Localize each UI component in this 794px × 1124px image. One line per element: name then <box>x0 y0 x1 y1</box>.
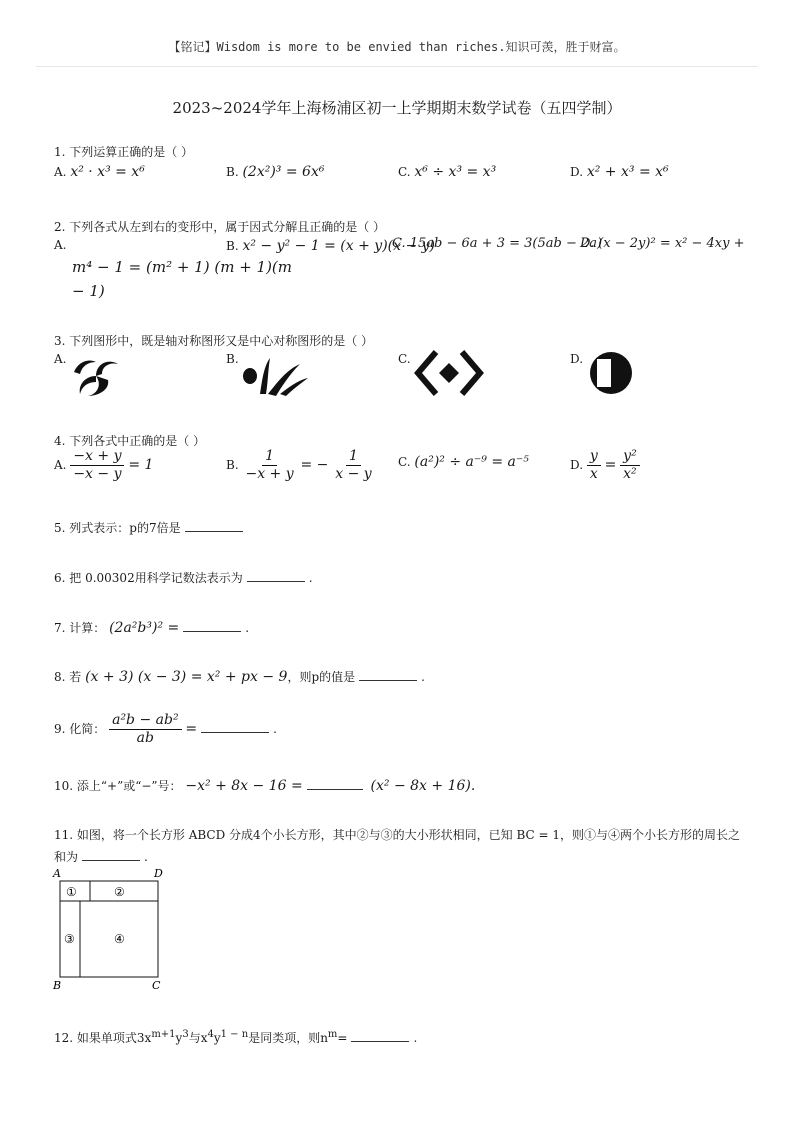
q4-d-mid: = <box>604 457 617 473</box>
q12 <box>54 1029 417 1046</box>
q1-d-label: D. <box>570 165 584 179</box>
q7-expr: (2a²b³)² = <box>109 620 180 636</box>
label-region-1: ① <box>66 885 77 899</box>
q1-d-expr: x² + x³ = x⁶ <box>586 164 669 180</box>
q12-eq: = <box>337 1031 348 1045</box>
q9-fraction <box>109 712 181 747</box>
q11-line1: 11. 如图，将一个长方形 ABCD 分成4个小长方形，其中②与③的大小形状相同，已知 BC = 1，则①与④两个小长方形的周长之 <box>54 828 741 842</box>
q4-b-label: B. <box>226 458 239 472</box>
q4-b-num2: 1 <box>346 448 361 466</box>
q12-sup1: m+1 <box>151 1029 176 1040</box>
q4-d-den1: x <box>589 466 598 482</box>
q3-stem: 3. 下列图形中，既是轴对称图形又是中心对称图形的是（ ） <box>54 334 374 348</box>
q6-answer-blank[interactable] <box>247 580 305 582</box>
q1-option-b <box>226 164 324 180</box>
q10-answer-blank[interactable] <box>307 788 363 790</box>
q8-expr: (x + 3) (x − 3) = x² + px − 9 <box>85 669 288 685</box>
label-region-3: ③ <box>64 932 75 946</box>
q12-tail: 是同类项，则n <box>248 1031 328 1045</box>
q2-option-d: D. (x − 2y)² = x² − 4xy + <box>580 236 745 251</box>
q12-sup4: 1 − n <box>220 1029 249 1040</box>
q4-d-den2: x² <box>623 466 637 482</box>
q11-line2 <box>54 848 148 865</box>
q12-sup3: 4 <box>207 1029 214 1040</box>
q9-stem: 9. 化简： <box>54 722 106 736</box>
q7-stem: 7. 计算： <box>54 621 106 635</box>
label-a: A <box>53 867 61 880</box>
q1-b-label: B. <box>226 165 239 179</box>
label-d: D <box>154 867 163 880</box>
q3-b-label: B. <box>226 352 239 366</box>
q4-b-den1: −x + y <box>245 466 294 482</box>
q2-a-expr: m⁴ − 1 = (m² + 1) (m + 1)(m <box>72 258 292 276</box>
q12-mid1: y <box>175 1031 183 1045</box>
q10-stem: 10. 添上“+”或“−”号： <box>54 779 182 793</box>
q11-end: . <box>144 850 148 864</box>
q7 <box>54 619 249 636</box>
q3-figure-c <box>414 348 484 398</box>
q3-figure-a <box>68 354 124 398</box>
q9 <box>54 712 277 747</box>
q4-a-rhs: = 1 <box>128 457 154 473</box>
q9-den: ab <box>136 730 154 746</box>
q4-b-mid: = − <box>300 457 329 473</box>
q4-option-d <box>570 448 640 483</box>
q9-num: a²b − ab² <box>109 712 181 730</box>
label-region-4: ④ <box>114 932 125 946</box>
q10-rhs: (x² − 8x + 16). <box>370 778 476 794</box>
q10 <box>54 777 475 794</box>
q4-d-fraction-2 <box>620 448 640 483</box>
q5 <box>54 519 247 536</box>
q1-stem: 1. 下列运算正确的是（ ） <box>54 145 194 159</box>
page-title: 2023~2024学年上海杨浦区初一上学期期末数学试卷（五四学制） <box>172 99 622 117</box>
q4-b-fraction-1 <box>242 448 296 483</box>
header-divider <box>36 66 758 67</box>
q3-d-label: D. <box>570 352 584 366</box>
q1-c-label: C. <box>398 165 411 179</box>
q4-b-fraction-2 <box>332 448 374 483</box>
q12-end: . <box>413 1031 418 1045</box>
header-motto: 【铭记】Wisdom is more to be envied than riches.知识可羡，胜于财富。 <box>168 40 626 54</box>
q4-b-num1: 1 <box>262 448 277 466</box>
q4-a-num: −x + y <box>70 448 124 466</box>
q4-option-b <box>226 448 375 483</box>
q2-option-c: C. 15ab − 6a + 3 = 3(5ab − 2a) <box>392 236 603 251</box>
q2-stem: 2. 下列各式从左到右的变形中，属于因式分解且正确的是（ ） <box>54 220 386 234</box>
q9-end: . <box>273 722 277 736</box>
q12-stem: 12. 如果单项式3x <box>54 1031 152 1045</box>
label-b: B <box>53 979 62 992</box>
q5-answer-blank[interactable] <box>185 530 243 532</box>
q6-stem: 6. 把 0.00302用科学记数法表示为 <box>54 571 243 585</box>
q6 <box>54 569 313 586</box>
q12-mid3: y <box>213 1031 221 1045</box>
q2-b-label: B. <box>226 239 239 253</box>
q4-a-den: −x − y <box>73 466 122 482</box>
q1-option-d <box>570 164 669 180</box>
q12-answer-blank[interactable] <box>351 1040 409 1042</box>
q1-b-expr: (2x²)³ = 6x⁶ <box>242 164 325 180</box>
q9-eq: = <box>185 721 198 737</box>
q4-stem: 4. 下列各式中正确的是（ ） <box>54 434 206 448</box>
q4-option-a <box>54 448 153 483</box>
q11-figure <box>50 864 174 994</box>
q8 <box>54 668 425 685</box>
q2-a-label: A. <box>54 238 67 252</box>
q4-a-label: A. <box>54 458 67 472</box>
q8-stem: 8. 若 <box>54 670 82 684</box>
q12-sup5: m <box>327 1029 338 1040</box>
label-c: C <box>152 979 161 992</box>
q1-option-c <box>398 164 496 180</box>
q1-option-a <box>54 164 145 180</box>
q12-sup2: 3 <box>182 1029 189 1040</box>
q3-figure-d <box>588 350 634 396</box>
q4-option-c <box>398 454 529 470</box>
q1-c-expr: x⁶ ÷ x³ = x³ <box>414 164 497 180</box>
q4-c-label: C. <box>398 455 411 469</box>
q8-tail: ，则p的值是 <box>287 670 356 684</box>
q12-mid2: 与x <box>188 1031 208 1045</box>
q4-a-fraction <box>70 448 124 483</box>
q7-answer-blank[interactable] <box>183 630 241 632</box>
q4-c-expr: (a²)² ÷ a⁻⁹ = a⁻⁵ <box>414 454 529 470</box>
q11-answer-blank[interactable] <box>82 859 140 861</box>
q1-a-label: A. <box>54 165 67 179</box>
q11-stem-tail: 和为 <box>54 850 79 864</box>
q9-answer-blank[interactable] <box>201 731 269 733</box>
q1-a-expr: x² · x³ = x⁶ <box>70 164 145 180</box>
q3-a-label: A. <box>54 352 67 366</box>
q2-a-expr-cont: − 1) <box>72 282 105 300</box>
q4-d-num2: y² <box>620 448 640 466</box>
q3-figure-b <box>240 354 312 398</box>
q8-answer-blank[interactable] <box>359 679 417 681</box>
q8-end: . <box>421 670 425 684</box>
q2-b-expr: x² − y² − 1 = (x + y)(x − y) <box>242 238 436 254</box>
q3-c-label: C. <box>398 352 411 366</box>
q4-d-num1: y <box>587 448 601 466</box>
q4-b-den2: x − y <box>335 466 372 482</box>
q4-d-label: D. <box>570 458 584 472</box>
q7-end: . <box>245 621 250 635</box>
q10-expr: −x² + 8x − 16 = <box>185 778 303 794</box>
q5-stem: 5. 列式表示：p的7倍是 <box>54 521 181 535</box>
q4-d-fraction-1 <box>587 448 601 483</box>
label-region-2: ② <box>114 885 125 899</box>
q6-end: . <box>308 571 313 585</box>
